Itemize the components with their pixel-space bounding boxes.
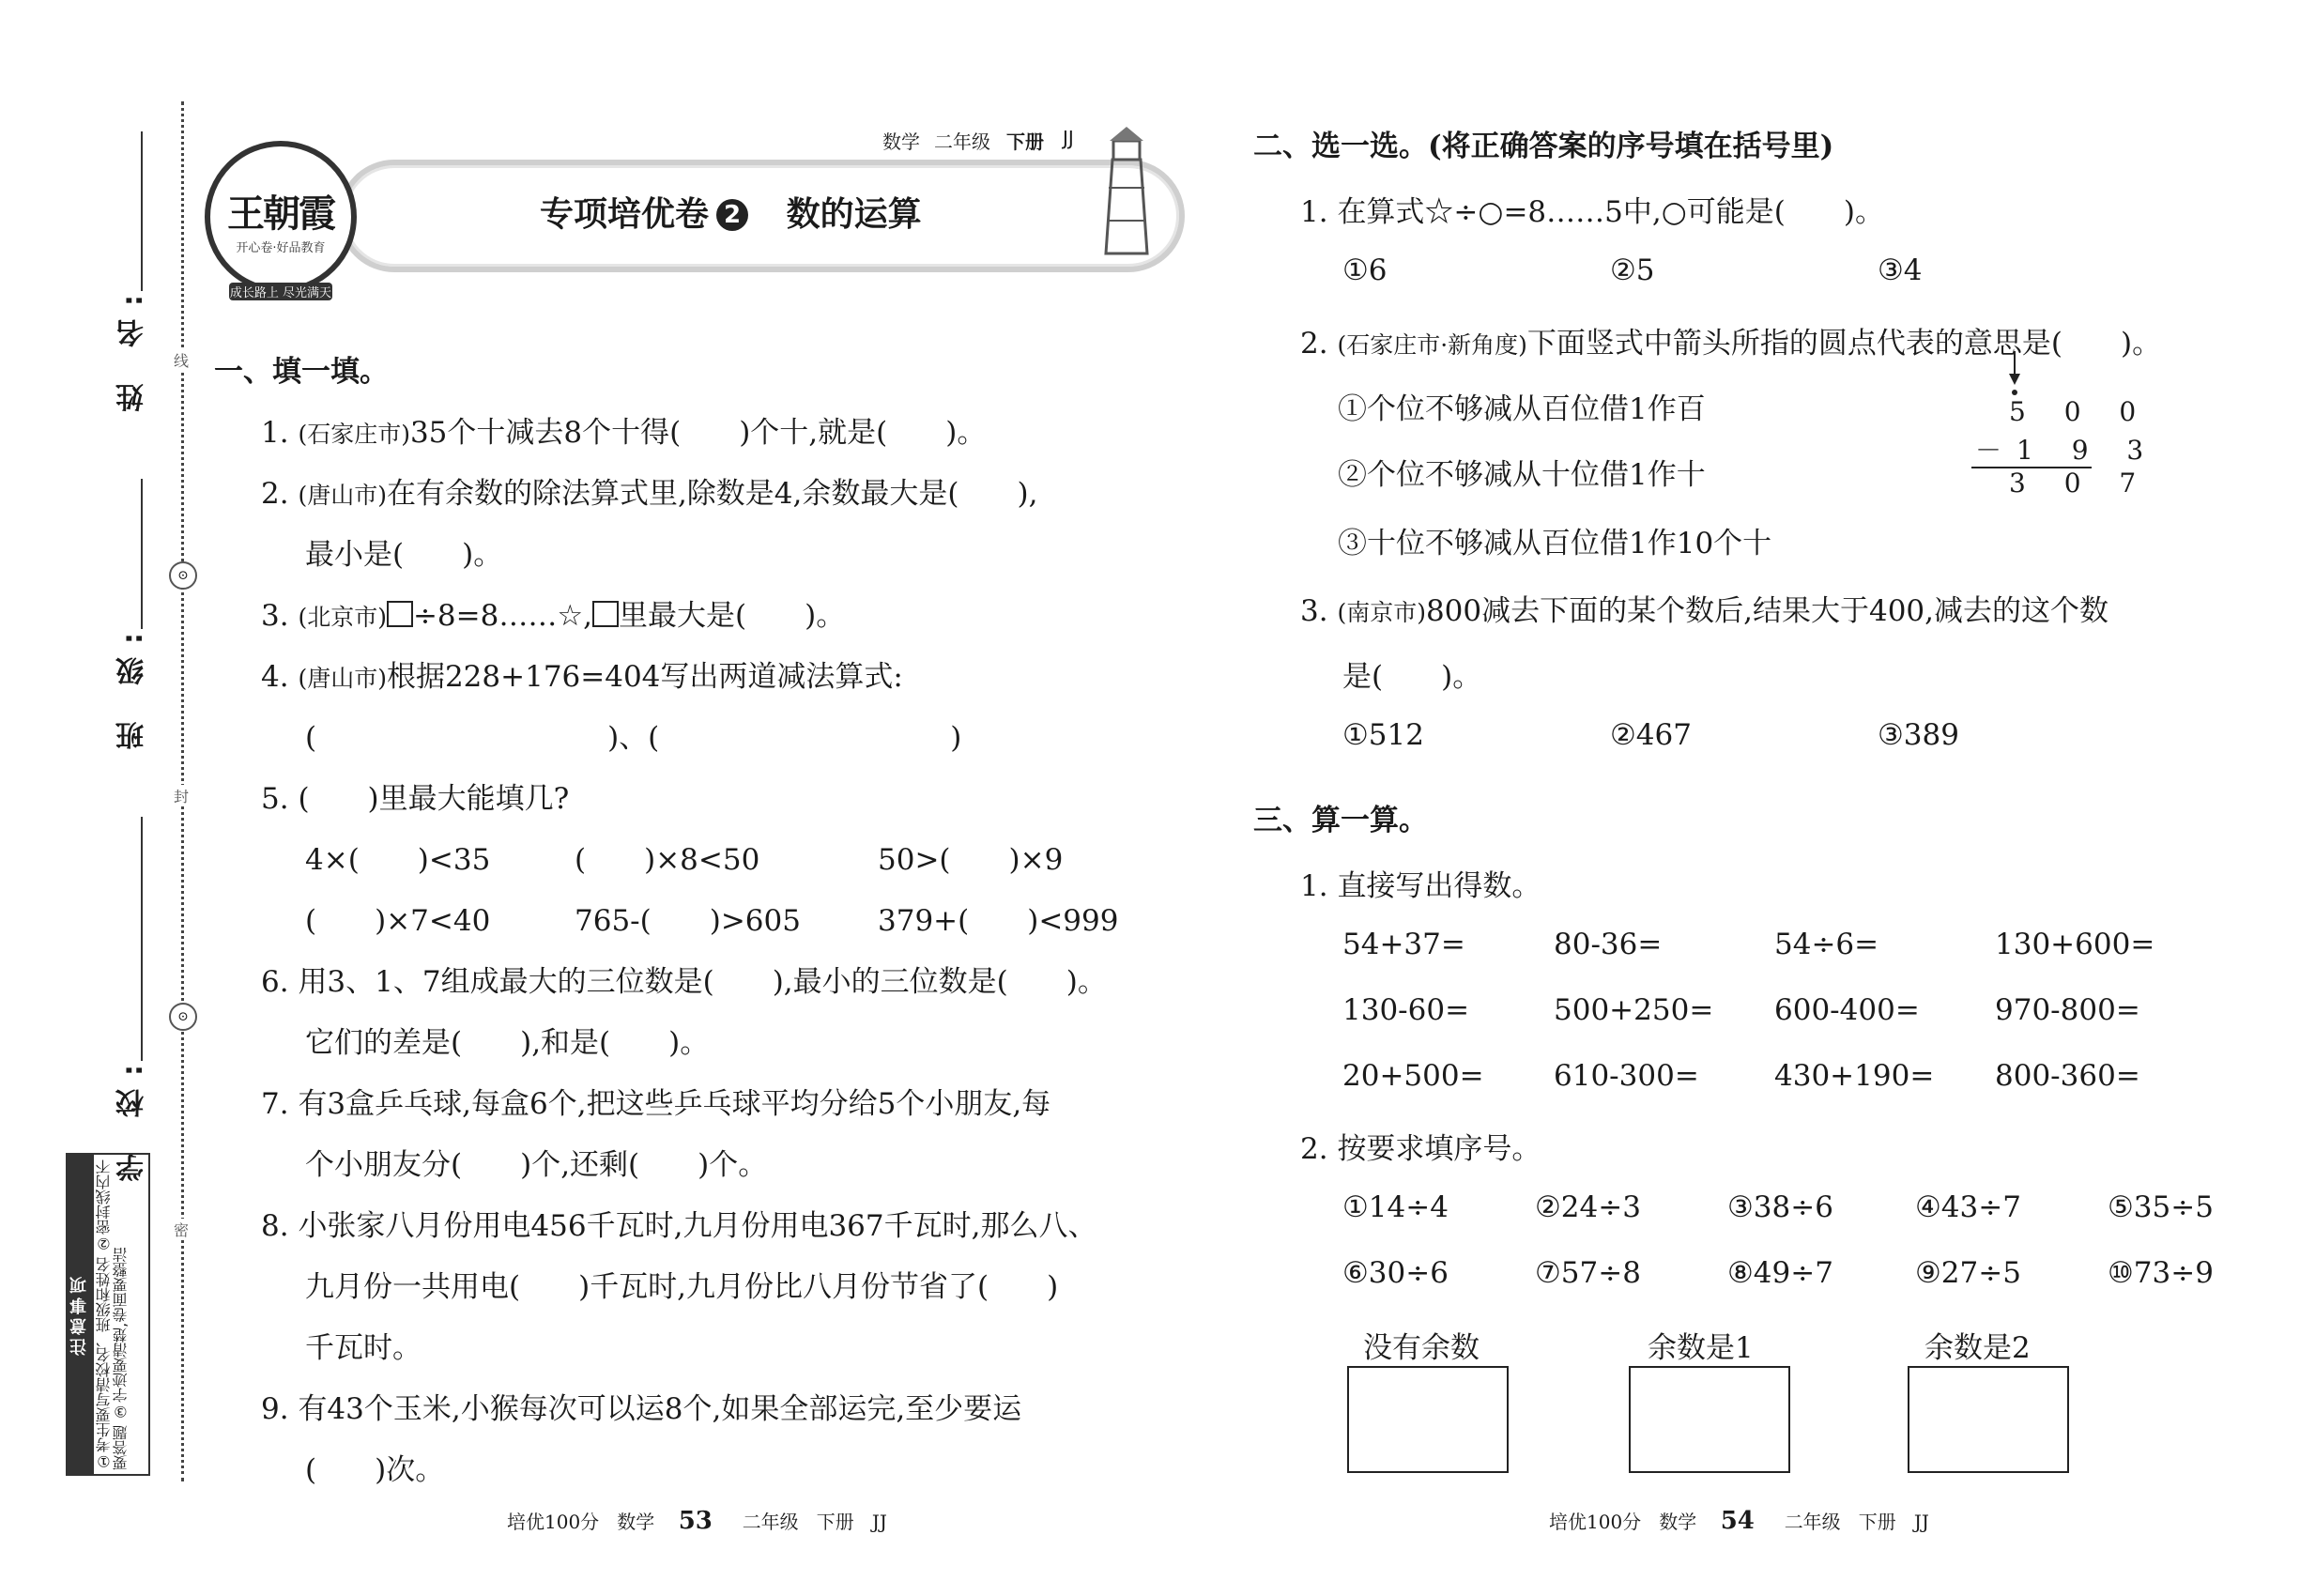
division-item: ④43÷7 (1915, 1190, 2021, 1224)
question-9-line-2: ( )次。 (305, 1453, 445, 1487)
q5-item[interactable]: ( )×7<40 (305, 904, 491, 938)
question-7 (261, 1080, 1050, 1122)
section-fill-heading: 一、填一填。 (214, 355, 389, 389)
header-subject: 数学 (882, 130, 920, 153)
footer-term: 下册 (1858, 1511, 1896, 1533)
question-6-line-2: 它们的差是( ),和是( )。 (305, 1026, 710, 1060)
vertical-calc-result: 3 0 7 (2009, 468, 2152, 499)
cut-mark-1: 线 (171, 349, 192, 371)
choice-1-option[interactable]: ③4 (1878, 253, 1923, 287)
calc-1 (1300, 862, 1541, 904)
question-source: (石家庄市) (298, 421, 410, 448)
question-3 (261, 591, 845, 634)
question-source: (唐山市) (298, 482, 387, 509)
question-7-line-2: 个小朋友分( )个,还剩( )个。 (305, 1148, 768, 1182)
footer-subject: 数学 (1659, 1511, 1697, 1533)
calc-item[interactable]: 80-36= (1554, 928, 1663, 961)
header-term: 下册 (1006, 130, 1044, 153)
footer-edition: JJ (871, 1511, 887, 1533)
footer-left (507, 1507, 887, 1535)
calc-item[interactable]: 54+37= (1342, 928, 1465, 961)
answer-box-remainder-1[interactable] (1629, 1366, 1790, 1473)
footer-edition: JJ (1913, 1511, 1929, 1533)
brand-logo (205, 141, 357, 300)
logo-slogan: 开心卷·好品教育 (236, 241, 326, 255)
choice-1-option[interactable]: ①6 (1342, 253, 1388, 287)
question-8-line-2: 九月份一共用电( )千瓦时,九月份比八月份节省了( ) (305, 1270, 1059, 1304)
question-text: 有3盒乒乓球,每盒6个,把这些乒乓球平均分给5个小朋友,每 (298, 1087, 1051, 1121)
footer-right (1549, 1507, 1929, 1535)
question-8-line-3: 千瓦时。 (305, 1331, 422, 1365)
question-number: 4. (261, 660, 289, 694)
question-text: 直接写出得数。 (1337, 869, 1541, 903)
question-number: 1. (1300, 869, 1328, 903)
question-number: 7. (261, 1087, 289, 1121)
school-label: 学 校: (116, 1051, 149, 1182)
square-box-icon (387, 601, 413, 627)
question-4 (261, 652, 903, 695)
question-text: 在有余数的除法算式里,除数是4,余数最大是( ), (386, 477, 1038, 511)
question-2-line-2: 最小是( )。 (305, 538, 503, 572)
question-number: 3. (1300, 594, 1328, 628)
notice-title: 注意事项 (68, 1155, 94, 1474)
logo-name: 王朝霞 (227, 192, 334, 236)
choice-3-option[interactable]: ②467 (1610, 718, 1692, 752)
notice-box (66, 1153, 150, 1476)
vertical-calc-top: 5 0 0 (2009, 396, 2152, 427)
calc-item[interactable]: 800-360= (1995, 1059, 2140, 1093)
q5-item[interactable]: 50>( )×9 (878, 843, 1064, 877)
division-item: ⑨27÷5 (1915, 1256, 2021, 1290)
question-text: 在算式☆÷○=8……5中,○可能是( )。 (1337, 195, 1884, 229)
footer-grade: 二年级 (1784, 1511, 1841, 1533)
question-text: 用3、1、7组成最大的三位数是( ),最小的三位数是( )。 (298, 965, 1107, 999)
question-text: 小张家八月份用电456千瓦时,九月份用电367千瓦时,那么八、 (298, 1209, 1097, 1243)
division-item: ③38÷6 (1727, 1190, 1833, 1224)
class-label: 班 级: (116, 620, 149, 750)
arrow-down-icon (2000, 349, 2037, 398)
question-8 (261, 1202, 1096, 1244)
footer-term: 下册 (816, 1511, 854, 1533)
choice-3-option[interactable]: ③389 (1878, 718, 1959, 752)
calc-2 (1300, 1125, 1541, 1167)
question-5 (261, 775, 569, 817)
answer-box-no-remainder[interactable] (1347, 1366, 1509, 1473)
calc-item[interactable]: 130-60= (1342, 993, 1470, 1027)
calc-item[interactable]: 610-300= (1554, 1059, 1699, 1093)
question-source: (唐山市) (298, 665, 387, 692)
division-item: ⑥30÷6 (1342, 1256, 1449, 1290)
paper-number: 2 (716, 199, 748, 231)
question-text: 35个十减去8个十得( )个十,就是( )。 (409, 416, 987, 450)
question-text: ÷8=8……☆, (412, 599, 592, 633)
calc-item[interactable]: 500+250= (1554, 993, 1714, 1027)
choice-1-option[interactable]: ②5 (1610, 253, 1655, 287)
question-number: 5. (261, 782, 289, 816)
title-prefix: 专项培优卷 (540, 195, 710, 234)
calc-item[interactable]: 970-800= (1995, 993, 2140, 1027)
question-number: 2. (261, 477, 289, 511)
footer-grade: 二年级 (742, 1511, 799, 1533)
choice-2-option[interactable]: ②个位不够减从十位借1作十 (1338, 458, 1706, 492)
choice-3-line-2: 是( )。 (1342, 660, 1482, 694)
page-number: 53 (678, 1507, 713, 1535)
q5-item[interactable]: ( )×8<50 (575, 843, 760, 877)
section-calc-heading: 三、算一算。 (1253, 804, 1428, 837)
q5-item[interactable]: 4×( )<35 (305, 843, 491, 877)
name-label: 姓 名: (116, 282, 149, 412)
calc-item[interactable]: 430+190= (1774, 1059, 1935, 1093)
answer-box-remainder-2[interactable] (1908, 1366, 2069, 1473)
question-number: 2. (1300, 327, 1328, 361)
question-number: 1. (1300, 195, 1328, 229)
header-edition: JJ (1063, 127, 1074, 149)
calc-item[interactable]: 600-400= (1774, 993, 1920, 1027)
question-number: 1. (261, 416, 289, 450)
binding-hole-icon: ⊙ (169, 1003, 197, 1031)
name-write-line[interactable] (141, 131, 143, 291)
vertical-calc-sub: －1 9 3 (1975, 435, 2159, 466)
footer-subject: 数学 (617, 1511, 655, 1533)
calc-item[interactable]: 54÷6= (1774, 928, 1879, 961)
question-text: 800减去下面的某个数后,结果大于400,减去的这个数 (1425, 594, 2108, 628)
question-1 (261, 408, 986, 451)
box-label-remainder-1: 余数是1 (1648, 1331, 1754, 1365)
paper-title (540, 188, 922, 236)
calc-item[interactable]: 130+600= (1995, 928, 2155, 961)
class-write-line[interactable] (141, 479, 143, 629)
cut-mark-2: 封 (171, 785, 192, 806)
title-main: 数的运算 (786, 195, 922, 234)
calc-item[interactable]: 20+500= (1342, 1059, 1484, 1093)
school-write-line[interactable] (141, 817, 143, 1061)
division-item: ⑦57÷8 (1535, 1256, 1641, 1290)
choice-3 (1300, 587, 2108, 629)
header-grade: 二年级 (934, 130, 990, 153)
division-item: ②24÷3 (1535, 1190, 1641, 1224)
division-item: ⑩73÷9 (2108, 1256, 2214, 1290)
question-text: 根据228+176=404写出两道减法算式: (386, 660, 903, 694)
question-source: (南京市) (1337, 599, 1426, 626)
division-item: ⑧49÷7 (1727, 1256, 1833, 1290)
notice-items: ①考生要写清校名、班级和姓名 ②密封线内不要答题 ③字迹要清楚,卷面要整洁 (95, 1159, 130, 1470)
binding-hole-icon: ⊙ (169, 561, 197, 590)
footer-book: 培优100分 (1549, 1511, 1642, 1533)
question-2 (261, 469, 1037, 512)
question-number: 6. (261, 965, 289, 999)
question-text: 里最大是( )。 (619, 599, 846, 633)
choice-1 (1300, 188, 1884, 230)
section-choose-heading: 二、选一选。(将正确答案的序号填在括号里) (1253, 130, 1834, 163)
division-item: ⑤35÷5 (2108, 1190, 2214, 1224)
choice-2-option[interactable]: ①个位不够减从百位借1作百 (1338, 392, 1706, 426)
division-item: ①14÷4 (1342, 1190, 1449, 1224)
question-number: 8. (261, 1209, 289, 1243)
question-6 (261, 958, 1107, 1000)
box-label-no-remainder: 没有余数 (1363, 1331, 1480, 1365)
question-text: ( )里最大能填几? (298, 782, 570, 816)
logo-tag: 成长路上 尽光满天 (229, 283, 332, 300)
question-number: 9. (261, 1392, 289, 1426)
question-source: (北京市) (298, 604, 387, 631)
cut-mark-3: 密 (171, 1219, 192, 1240)
choice-3-option[interactable]: ①512 (1342, 718, 1424, 752)
question-text: 下面竖式中箭头所指的圆点代表的意思是( )。 (1526, 327, 2162, 361)
question-9 (261, 1385, 1021, 1427)
question-number: 3. (261, 599, 289, 633)
box-label-remainder-2: 余数是2 (1924, 1331, 2031, 1365)
question-4-answer-line[interactable]: ( )、( ) (305, 721, 962, 755)
q5-item[interactable]: 765-( )>605 (575, 904, 801, 938)
question-number: 2. (1300, 1132, 1328, 1166)
square-box-icon (592, 601, 619, 627)
question-source: (石家庄市·新角度) (1337, 331, 1527, 359)
question-text: 按要求填序号。 (1337, 1132, 1541, 1166)
q5-item[interactable]: 379+( )<999 (878, 904, 1119, 938)
page-number: 54 (1720, 1507, 1755, 1535)
choice-2-option[interactable]: ③十位不够减从百位借1作10个十 (1338, 527, 1772, 560)
lighthouse-icon (1080, 122, 1173, 263)
question-text: 有43个玉米,小猴每次可以运8个,如果全部运完,至少要运 (298, 1392, 1022, 1426)
footer-book: 培优100分 (507, 1511, 600, 1533)
